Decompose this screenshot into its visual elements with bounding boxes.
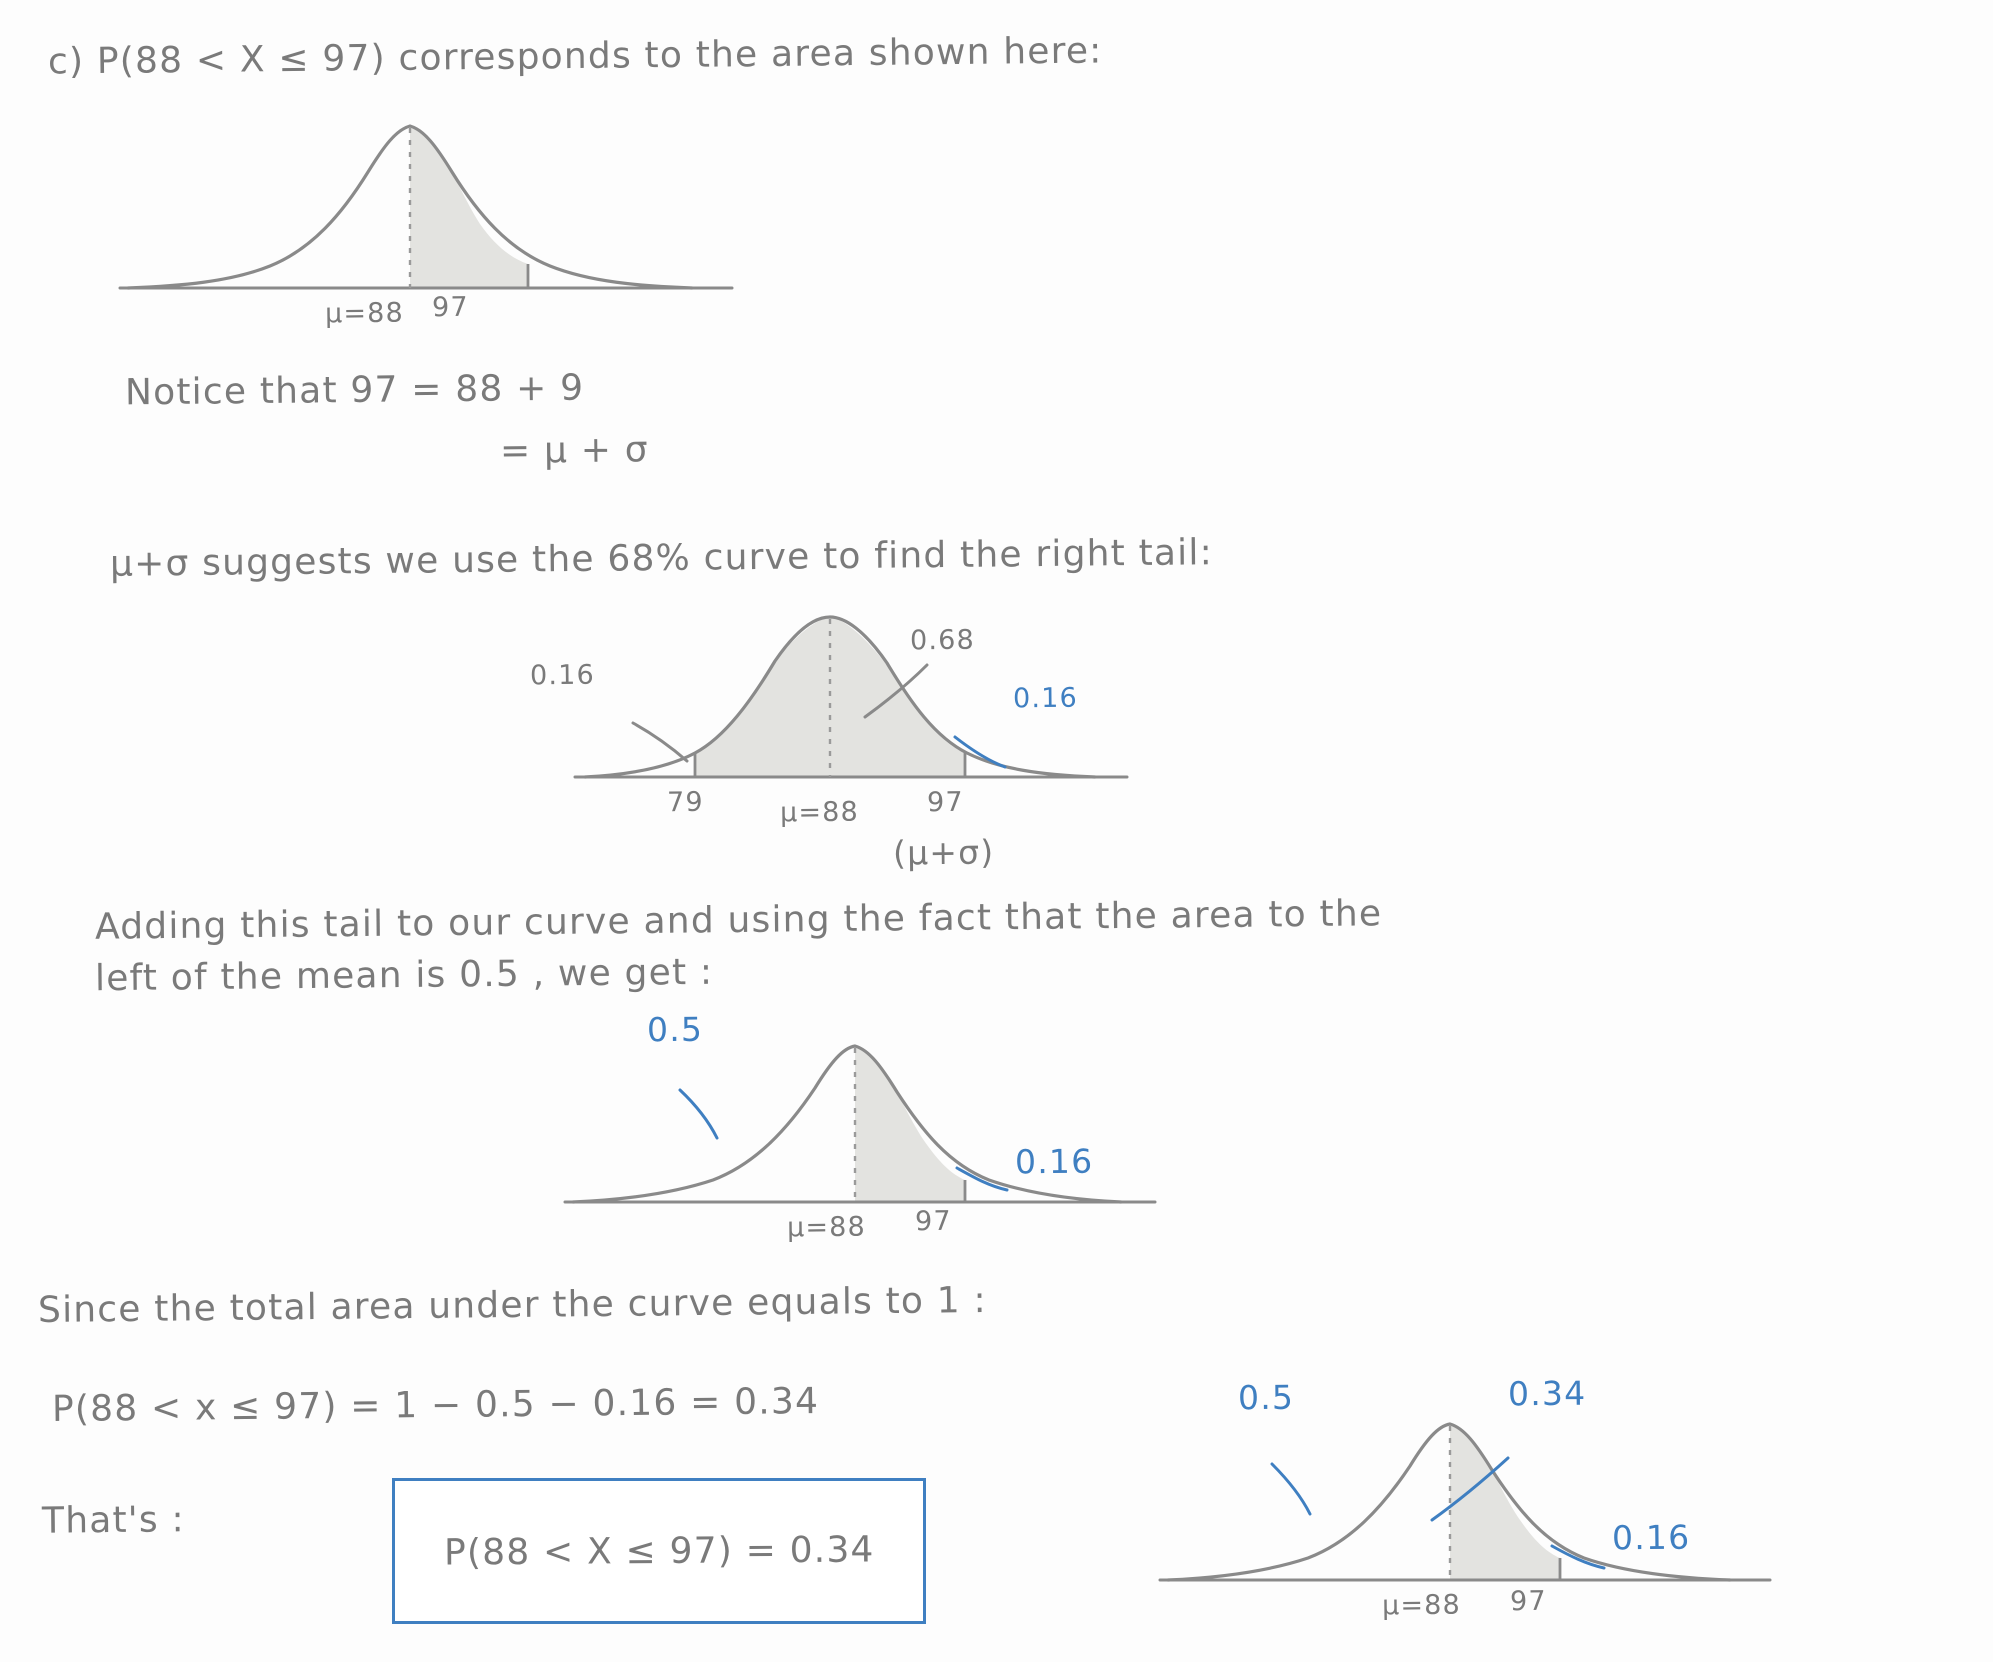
adding-line-2: left of the mean is 0.5 , we get : xyxy=(94,951,714,1000)
figure-2-tick-left: 79 xyxy=(666,786,704,819)
figure-2-tick-mean: μ=88 xyxy=(779,796,860,829)
figure-3-tick-right: 97 xyxy=(914,1205,952,1238)
figure-1 xyxy=(120,110,740,330)
figure-3 xyxy=(565,1009,1165,1244)
figure-2-tick-right: 97 xyxy=(926,786,964,819)
since-line: Since the total area under the curve equals to 1 : xyxy=(37,1280,988,1331)
calculation-line: P(88 < x ≤ 97) = 1 − 0.5 − 0.16 = 0.34 xyxy=(51,1380,820,1431)
adding-line-1: Adding this tail to our curve and using the fact that the area to the xyxy=(94,893,1383,948)
figure-1-mean-label: μ=88 xyxy=(324,297,405,330)
figure-3-left-area-label: 0.5 xyxy=(646,1009,704,1050)
figure-2-left-tail-label: 0.16 xyxy=(529,659,596,692)
figure-4 xyxy=(1160,1373,1780,1622)
suggest-line: μ+σ suggests we use the 68% curve to find the right tail: xyxy=(109,532,1214,585)
figure-3-tick-mean: μ=88 xyxy=(786,1211,867,1244)
figure-2-center-label: 0.68 xyxy=(909,624,976,657)
figure-4-tick-mean: μ=88 xyxy=(1381,1589,1462,1622)
boxed-answer-text: P(88 < X ≤ 97) = 0.34 xyxy=(443,1528,875,1574)
boxed-answer xyxy=(392,1478,926,1624)
figure-3-right-tail-label: 0.16 xyxy=(1014,1141,1094,1182)
figure-4-left-area-label: 0.5 xyxy=(1237,1377,1295,1418)
figure-2-note: (μ+σ) xyxy=(892,832,995,873)
notice-line-1: Notice that 97 = 88 + 9 xyxy=(124,367,585,414)
figure-2-right-tail-label: 0.16 xyxy=(1012,682,1079,715)
notice-line-2: = μ + σ xyxy=(499,429,649,472)
figure-4-shaded-area-label: 0.34 xyxy=(1507,1373,1587,1414)
figure-2 xyxy=(529,605,1155,873)
thats-label: That's : xyxy=(41,1499,186,1542)
figure-4-right-tail-label: 0.16 xyxy=(1611,1517,1691,1558)
line-c-text: c) P(88 < X ≤ 97) corresponds to the area shown here: xyxy=(47,30,1103,83)
figure-4-tick-right: 97 xyxy=(1509,1585,1547,1618)
figure-1-right-label: 97 xyxy=(431,291,469,324)
